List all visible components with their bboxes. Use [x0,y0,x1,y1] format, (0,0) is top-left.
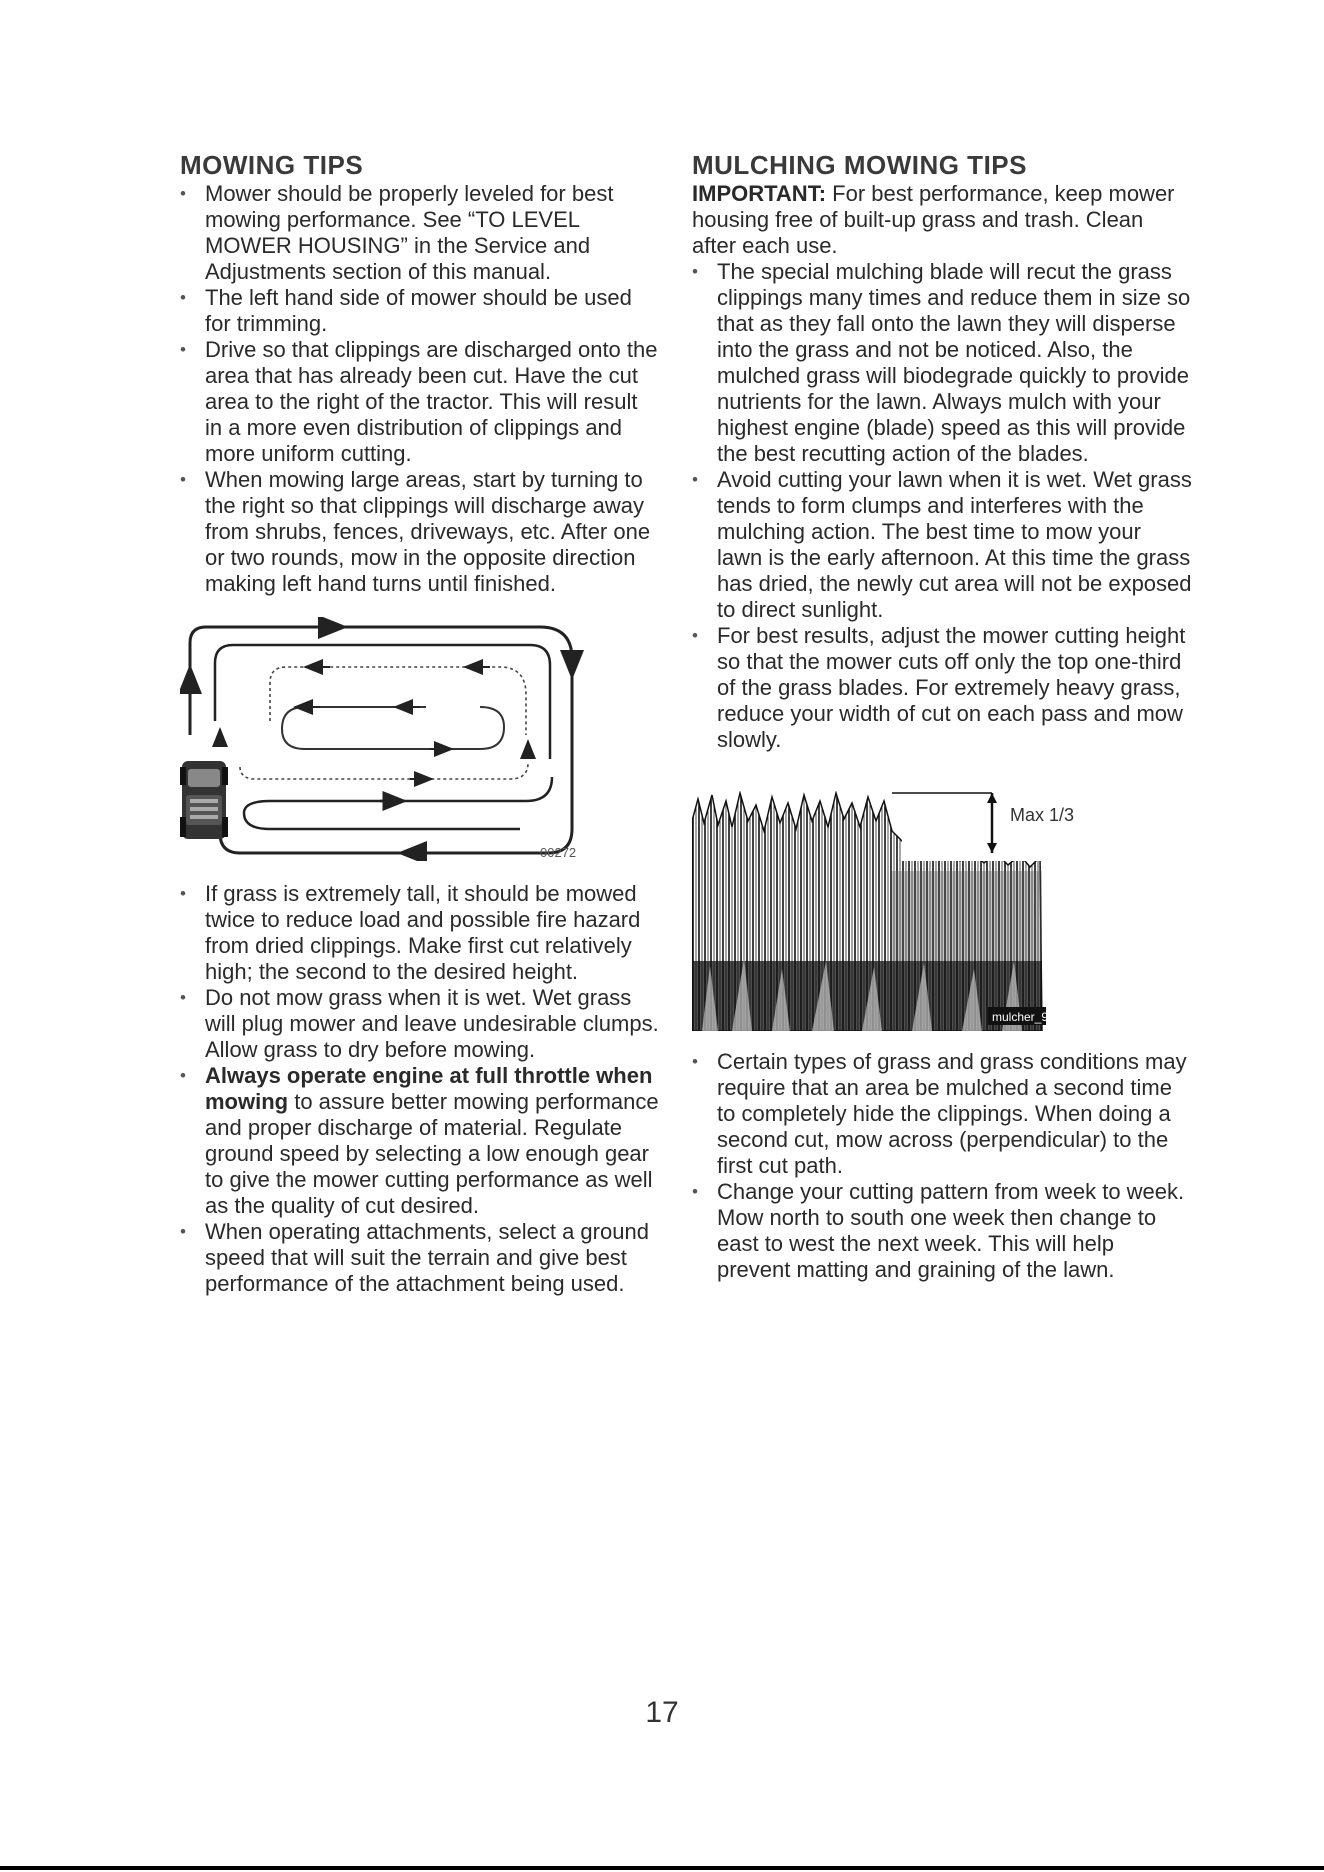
list-item: • The special mulching blade will recut the grass clippings many times and reduce them in size so that as they fall onto the lawn they will disperse into the grass and not be noticed. Also, the mulched grass will biodegrade quickly to provide nutrients for the lawn. Always mulch with your highest engine (blade) speed as this will provide the best recutting action of the blades. [692,259,1192,467]
right-column [692,150,1192,1283]
list-item [180,1063,660,1219]
list-item: • When operating attachments, select a ground speed that will suit the terrain and give best performance of the attachment being used. [180,1219,660,1297]
list-item: • The left hand side of mower should be used for trimming. [180,285,660,337]
throttle-warning-text: to assure better mowing performance and proper discharge of material. Regulate ground speed by selecting a low enough gear to give the mower cutting performance as well as the quality of cut desired. [205,1089,659,1218]
page-number: 17 [645,1696,679,1729]
max-third-label: Max 1/3 [1010,805,1075,825]
throttle-warning-bold: Always operate engine at full throttle when mowing [205,1063,653,1114]
tractor-icon [180,761,228,839]
mulching-tips-list-b [692,1049,1192,1283]
mulching-tips-list-a [692,259,1192,753]
list-item: • Do not mow grass when it is wet. Wet grass will plug mower and leave undesirable clumps. Allow grass to dry before mowing. [180,985,660,1063]
outer-mow-path [190,627,572,853]
bottom-mow-path [244,777,552,829]
mowing-tips-list-a [180,181,660,597]
mowing-tips-heading: MOWING TIPS [180,150,364,180]
mulching-tips-heading: MULCHING MOWING TIPS [692,150,1027,180]
list-item: • Avoid cutting your lawn when it is wet. Wet grass tends to form clumps and interferes with the mulching action. The best time to mow your lawn is the early afternoon. At this time the grass has dried, the newly cut area will not be exposed to direct sunlight. [692,467,1192,623]
list-item: • Mower should be properly leveled for best mowing performance. See “TO LEVEL MOWER HOUSING” in the Service and Adjustments section of this manual. [180,181,660,285]
list-item: • Change your cutting pattern from week to week. Mow north to south one week then change to east to west the next week. This will help prevent matting and graining of the lawn. [692,1179,1192,1283]
diagram-code: 00272 [540,845,577,860]
important-label: IMPORTANT: [692,181,827,206]
list-item: • Drive so that clippings are discharged onto the area that has already been cut. Have the cut area to the right of the tractor. This will result in a more even distribution of clippings and more uniform cutting. [180,337,660,467]
mowing-pattern-diagram [180,617,610,861]
grass-height-diagram [692,791,1112,1031]
list-item: • For best results, adjust the mower cutting height so that the mower cuts off only the top one-third of the grass blades. For extremely heavy grass, reduce your width of cut on each pass and mow slowly. [692,623,1192,753]
center-mow-path [282,707,504,749]
important-text: For best performance, keep mower housing free of built-up grass and trash. Clean after each use. [692,181,1175,258]
important-note [692,181,1192,259]
lower-mow-path [240,763,528,779]
list-item: • If grass is extremely tall, it should be mowed twice to reduce load and possible fire hazard from dried clippings. Make first cut relatively high; the second to the desired height. [180,881,660,985]
left-column [180,150,660,1297]
mowing-tips-list-b [180,881,660,1297]
grass-diagram-code: mulcher_9 [992,1010,1049,1024]
bottom-rule [0,1866,1324,1870]
inner-mow-path [270,667,526,735]
list-item: • When mowing large areas, start by turning to the right so that clippings will discharge away from shrubs, fences, driveways, etc. After one or two rounds, mow in the opposite direction making left hand turns until finished. [180,467,660,597]
list-item: • Certain types of grass and grass conditions may require that an area be mulched a second time to completely hide the clippings. When doing a second cut, mow across (perpendicular) to the first cut path. [692,1049,1192,1179]
